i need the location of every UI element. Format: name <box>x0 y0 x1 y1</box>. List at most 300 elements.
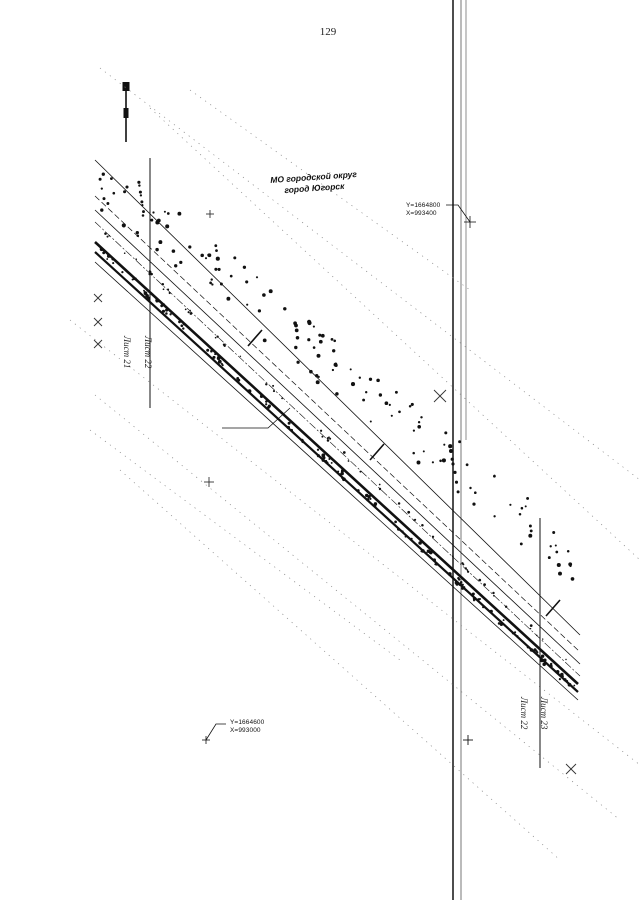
grid-cross-marks <box>94 210 576 774</box>
vegetation-dot <box>123 190 126 193</box>
vegetation-dot <box>395 391 398 394</box>
vegetation-dot <box>307 320 311 324</box>
vegetation-dot <box>552 531 555 534</box>
vegetation-dot <box>350 368 352 370</box>
vegetation-dot <box>106 258 108 260</box>
vegetation-dot <box>455 481 458 484</box>
vegetation-dot <box>492 592 494 594</box>
vegetation-dot <box>331 338 334 341</box>
vegetation-dot <box>457 490 460 493</box>
vegetation-dot <box>421 524 424 527</box>
vegetation-dot <box>169 292 171 294</box>
vegetation-dot <box>102 251 105 254</box>
vegetation-dot <box>379 484 381 486</box>
vegetation-dot <box>367 495 370 498</box>
vegetation-dot <box>169 313 171 315</box>
cross-marker-bottom <box>463 735 473 745</box>
vegetation-dot <box>394 521 397 524</box>
vegetation-dot <box>101 187 103 189</box>
vegetation-dot <box>465 589 467 591</box>
vegetation-dot <box>528 534 532 538</box>
coord-x: X=993000 <box>230 726 261 734</box>
vegetation-dot <box>288 422 291 425</box>
vegetation-dot <box>207 254 210 257</box>
vegetation-dot <box>463 586 465 588</box>
vegetation-dot <box>290 429 293 432</box>
vegetation-dot <box>248 389 252 393</box>
vegetation-dot <box>222 364 224 366</box>
vegetation-dot <box>458 578 460 580</box>
vegetation-dot <box>107 254 111 258</box>
vegetation-dot <box>206 349 209 352</box>
vegetation-dot <box>490 610 493 613</box>
vegetation-dot <box>150 273 152 275</box>
vegetation-dot <box>295 329 299 333</box>
vegetation-dot <box>341 477 343 479</box>
vegetation-dot <box>326 461 329 464</box>
vegetation-dot <box>135 258 137 260</box>
vegetation-dot <box>174 264 177 267</box>
north-arrow-icon <box>123 82 130 142</box>
vegetation-dot <box>520 542 523 545</box>
coord-label-1 <box>406 202 440 217</box>
vegetation-dot <box>571 577 575 581</box>
vegetation-dot <box>517 635 519 637</box>
vegetation-dot <box>246 304 248 306</box>
vegetation-dot <box>429 551 433 555</box>
vegetation-dot <box>413 430 415 432</box>
vegetation-dot <box>100 247 104 251</box>
vegetation-dot <box>107 236 109 238</box>
vegetation-dot <box>432 461 434 463</box>
vegetation-dot <box>411 403 414 406</box>
vegetation-dot <box>265 400 267 402</box>
vegetation-dot <box>142 210 145 213</box>
vegetation-dot <box>317 454 320 457</box>
vegetation-dot <box>245 280 248 283</box>
vegetation-dot <box>417 425 421 429</box>
vegetation-dot <box>265 403 267 405</box>
vegetation-dot <box>179 261 182 264</box>
vegetation-dot <box>210 350 213 353</box>
sheet-label-22-bottom: Лист 22 <box>519 697 529 730</box>
vegetation-dot <box>562 675 564 677</box>
vegetation-dot <box>462 563 464 565</box>
vegetation-dot <box>557 563 561 567</box>
vegetation-dot <box>474 491 477 494</box>
vegetation-dot <box>136 231 139 234</box>
vegetation-dot <box>217 356 220 359</box>
vegetation-dot <box>102 173 105 176</box>
vegetation-dot <box>493 475 496 478</box>
vegetation-dot <box>233 256 236 259</box>
vegetation-dot <box>425 552 427 554</box>
vegetation-dot <box>412 452 415 455</box>
vegetation-dot <box>332 349 335 352</box>
vegetation-dot <box>379 488 381 490</box>
vegetation-dot <box>472 592 475 595</box>
vegetation-dot <box>366 498 369 501</box>
vegetation-dot <box>398 410 401 413</box>
vegetation-dot <box>112 262 114 264</box>
vegetation-dot <box>529 525 532 528</box>
vegetation-dot <box>218 360 222 364</box>
vegetation-dot <box>391 415 393 417</box>
vegetation-dot <box>137 181 140 184</box>
vegetation-dot <box>389 404 391 406</box>
vegetation-dot <box>359 377 361 379</box>
vegetation-dot <box>444 431 447 434</box>
vegetation-dot <box>321 453 325 457</box>
vegetation-dot <box>335 364 338 367</box>
vegetation-dot <box>138 184 140 186</box>
vegetation-dot <box>164 211 166 213</box>
vegetation-dot <box>224 345 226 347</box>
vegetation-dot <box>493 595 495 597</box>
vegetation-dot <box>301 440 304 443</box>
coord-leader-2 <box>202 724 226 744</box>
vegetation-dot <box>462 584 464 586</box>
vegetation-dot <box>262 293 266 297</box>
vegetation-dot <box>172 249 176 253</box>
vegetation-dot <box>469 487 471 489</box>
vegetation-dot <box>332 369 334 371</box>
vegetation-dot <box>348 460 350 462</box>
vegetation-dot <box>150 219 153 222</box>
vegetation-dot <box>327 439 330 442</box>
vegetation-dot <box>374 502 378 506</box>
vegetation-dot <box>536 651 538 653</box>
vegetation-dot <box>521 507 524 510</box>
vegetation-dot <box>417 461 421 465</box>
coord-label-2 <box>230 719 264 734</box>
vegetation-dot <box>106 202 109 205</box>
vegetation-dot <box>307 338 310 341</box>
vegetation-dot <box>321 334 325 338</box>
vegetation-dot <box>163 288 165 290</box>
vegetation-dot <box>533 648 536 651</box>
vegetation-dot <box>178 321 181 324</box>
vegetation-dot <box>165 224 169 228</box>
vegetation-dot <box>414 519 416 521</box>
vegetation-dot <box>205 257 207 259</box>
vegetation-dot <box>333 339 336 342</box>
vegetation-dot <box>466 463 469 466</box>
vegetation-dot <box>473 597 477 601</box>
vegetation-dot <box>455 582 458 585</box>
vegetation-dot <box>272 385 274 387</box>
vegetation-dot <box>158 240 162 244</box>
vegetation-dot <box>449 449 453 453</box>
vegetation-dot <box>558 572 562 576</box>
vegetation-dot <box>152 211 154 213</box>
vegetation-dot <box>448 572 452 576</box>
vegetation-dot <box>214 244 217 247</box>
vegetation-dot <box>230 275 233 278</box>
vegetation-dot <box>514 631 516 633</box>
vegetation-dot <box>530 624 533 627</box>
vegetation-dot <box>329 438 331 440</box>
vegetation-dot <box>160 304 163 307</box>
vegetation-dot <box>165 309 168 312</box>
vegetation-dot <box>453 471 456 474</box>
vegetation-dot <box>258 309 261 312</box>
pipeline-corridor <box>95 160 580 700</box>
vegetation-dot <box>212 356 215 359</box>
vegetation-dot <box>139 191 142 194</box>
vegetation-dot <box>162 310 165 313</box>
vegetation-dot <box>112 192 115 195</box>
page-number: 129 <box>319 26 337 38</box>
vegetation-dot <box>167 212 170 215</box>
vegetation-dot <box>530 648 533 651</box>
vegetation-dot <box>158 300 160 302</box>
vegetation-dot <box>379 393 382 396</box>
vegetation-dot <box>543 658 546 661</box>
vegetation-dot <box>420 416 422 418</box>
vegetation-dot <box>313 326 315 328</box>
vegetation-dot <box>409 405 412 408</box>
vegetation-dot <box>218 268 221 271</box>
vegetation-dot <box>433 558 436 561</box>
region-label-line1: МО городской округ <box>269 169 358 186</box>
vegetation-dot <box>215 337 217 339</box>
vegetation-dot <box>525 505 527 507</box>
vegetation-dot <box>503 619 505 621</box>
vegetation-dot <box>418 541 422 545</box>
vegetation-dot <box>370 420 372 422</box>
vegetation-dot <box>147 297 151 301</box>
vegetation-dot <box>317 354 321 358</box>
vegetation-dot <box>327 437 329 439</box>
vegetation-dot <box>104 232 107 235</box>
vegetation-dot <box>519 513 522 516</box>
coord-y: Y=1664600 <box>230 719 265 726</box>
vegetation-dot <box>103 197 106 200</box>
vegetation-dot <box>423 450 425 452</box>
vegetation-dot <box>339 473 342 476</box>
vegetation-dot <box>318 334 321 337</box>
vegetation-dot <box>328 458 330 460</box>
vegetation-dot <box>165 312 168 315</box>
vegetation-dot <box>137 235 140 238</box>
vegetation-dot <box>460 581 463 584</box>
vegetation-dot <box>407 511 410 514</box>
vegetation-dot <box>216 257 220 261</box>
vegetation-dot <box>296 361 299 364</box>
vegetation-dot <box>121 271 123 273</box>
vegetation-dot <box>439 460 442 463</box>
vegetation-dot <box>362 399 365 402</box>
vegetation-dot <box>142 214 145 217</box>
vegetation-dot <box>317 449 319 451</box>
vegetation-dot <box>265 383 267 385</box>
vegetation-dot <box>182 327 184 329</box>
vegetation-dot <box>162 283 165 286</box>
vegetation-dot <box>509 504 511 506</box>
vegetation-dot <box>493 515 495 517</box>
vegetation-dot <box>296 336 300 340</box>
vegetation-dot <box>214 353 216 355</box>
vegetation-dot <box>322 459 325 462</box>
vegetation-dot <box>318 376 320 378</box>
vegetation-dot <box>398 502 400 504</box>
vegetation-dot <box>287 426 290 429</box>
vegetation-dot <box>555 544 557 546</box>
coord-y: Y=1664800 <box>406 202 441 209</box>
vegetation-dot <box>542 663 546 667</box>
vegetation-dot <box>432 536 434 538</box>
vegetation-dot <box>211 278 213 280</box>
vegetation-dot <box>351 382 355 386</box>
vegetation-dot <box>177 212 181 216</box>
sheet-label-21: Лист 21 <box>122 336 132 369</box>
vegetation-dot <box>540 659 544 663</box>
vegetation-dots <box>99 173 576 687</box>
vegetation-dot <box>421 549 425 553</box>
vegetation-dot <box>124 252 126 254</box>
vegetation-dot <box>465 567 467 569</box>
vegetation-dot <box>526 497 529 500</box>
vegetation-dot <box>180 324 183 327</box>
vegetation-dot <box>209 282 212 285</box>
sheet-label-23: Лист 23 <box>539 697 549 730</box>
vegetation-dot <box>155 248 158 251</box>
vegetation-dot <box>567 550 570 553</box>
vegetation-dot <box>321 436 323 438</box>
vegetation-dot <box>268 405 271 408</box>
vegetation-dot <box>568 683 572 687</box>
vegetation-dot <box>452 555 454 557</box>
vegetation-dot <box>541 654 544 657</box>
vegetation-dot <box>357 489 360 492</box>
vegetation-dot <box>243 266 246 269</box>
vegetation-dot <box>550 545 552 547</box>
vegetation-dot <box>133 278 135 280</box>
vegetation-dot <box>111 258 113 260</box>
vegetation-dot <box>214 268 217 271</box>
vegetation-dot <box>472 503 475 506</box>
vegetation-dot <box>343 451 346 454</box>
sheet-label-22-top: Лист 22 <box>143 336 153 369</box>
vegetation-dot <box>260 395 263 398</box>
vegetation-dot <box>411 538 413 540</box>
vegetation-dot <box>550 663 552 665</box>
vegetation-dot <box>220 283 223 286</box>
vegetation-dot <box>556 670 560 674</box>
vegetation-dot <box>122 223 126 227</box>
vegetation-dot <box>467 571 469 573</box>
vegetation-dot <box>313 346 316 349</box>
region-label-line2: город Югорск <box>284 180 345 196</box>
vegetation-dot <box>263 339 267 343</box>
vegetation-dot <box>359 471 361 473</box>
vegetation-dot <box>555 551 558 554</box>
vegetation-dot <box>99 178 102 181</box>
vegetation-dot <box>479 598 481 600</box>
vegetation-dot <box>141 204 143 206</box>
vegetation-dot <box>451 462 454 465</box>
vegetation-dot <box>188 311 190 313</box>
vegetation-dot <box>569 565 571 567</box>
vegetation-dot <box>240 356 241 357</box>
vegetation-dot <box>341 469 343 471</box>
vegetation-dot <box>530 529 533 532</box>
vegetation-dot <box>397 528 400 531</box>
coord-x: X=993400 <box>406 209 437 217</box>
vegetation-dot <box>226 297 230 301</box>
vegetation-dot <box>273 390 275 392</box>
vegetation-dot <box>331 462 333 464</box>
vegetation-dot <box>216 335 218 337</box>
vegetation-dot <box>319 340 323 344</box>
vegetation-dot <box>185 309 187 311</box>
vegetation-dot <box>269 289 273 293</box>
vegetation-dot <box>435 562 438 565</box>
vegetation-dot <box>402 530 404 532</box>
vegetation-dot <box>482 606 484 608</box>
vegetation-dot <box>309 370 313 374</box>
vegetation-dot <box>157 219 161 223</box>
vegetation-dot <box>189 310 190 311</box>
vegetation-dot <box>512 633 514 635</box>
vegetation-dot <box>140 194 142 196</box>
vegetation-dot <box>215 249 218 252</box>
vegetation-dot <box>451 458 454 461</box>
vegetation-dot <box>483 583 486 586</box>
vegetation-dot <box>316 380 320 384</box>
vegetation-dot <box>183 323 185 325</box>
vegetation-dot <box>294 324 298 328</box>
vegetation-dot <box>200 254 204 258</box>
vegetation-dot <box>530 628 532 630</box>
vegetation-dot <box>283 307 286 310</box>
vegetation-dot <box>563 678 566 681</box>
vegetation-dot <box>281 398 283 400</box>
vegetation-dot <box>405 536 407 538</box>
vegetation-dot <box>548 556 551 559</box>
vegetation-dot <box>188 245 191 248</box>
vegetation-dot <box>190 312 193 315</box>
vegetation-dot <box>256 276 258 278</box>
vegetation-dot <box>337 471 339 473</box>
vegetation-dot <box>442 458 446 462</box>
vegetation-dot <box>365 391 367 393</box>
vegetation-dot <box>443 444 445 446</box>
vegetation-dot <box>500 623 503 626</box>
vegetation-dot <box>320 430 322 432</box>
vegetation-dot <box>527 646 530 649</box>
vegetation-dot <box>110 177 113 180</box>
section-marks <box>248 330 560 616</box>
vegetation-dot <box>109 235 111 237</box>
vegetation-dot <box>418 421 420 423</box>
vegetation-dot <box>167 288 169 290</box>
vegetation-dot <box>478 579 481 582</box>
vegetation-dot <box>100 208 103 211</box>
vegetation-dot <box>125 185 128 188</box>
vegetation-dot <box>236 377 239 380</box>
vegetation-dot <box>559 678 561 680</box>
vegetation-dot <box>294 346 297 349</box>
vegetation-dot <box>369 378 372 381</box>
vegetation-dot <box>415 544 417 546</box>
vegetation-dot <box>376 379 380 383</box>
vegetation-dot <box>335 392 339 396</box>
vegetation-dot <box>467 569 469 571</box>
vegetation-dot <box>385 401 389 405</box>
vegetation-dot <box>536 635 538 637</box>
